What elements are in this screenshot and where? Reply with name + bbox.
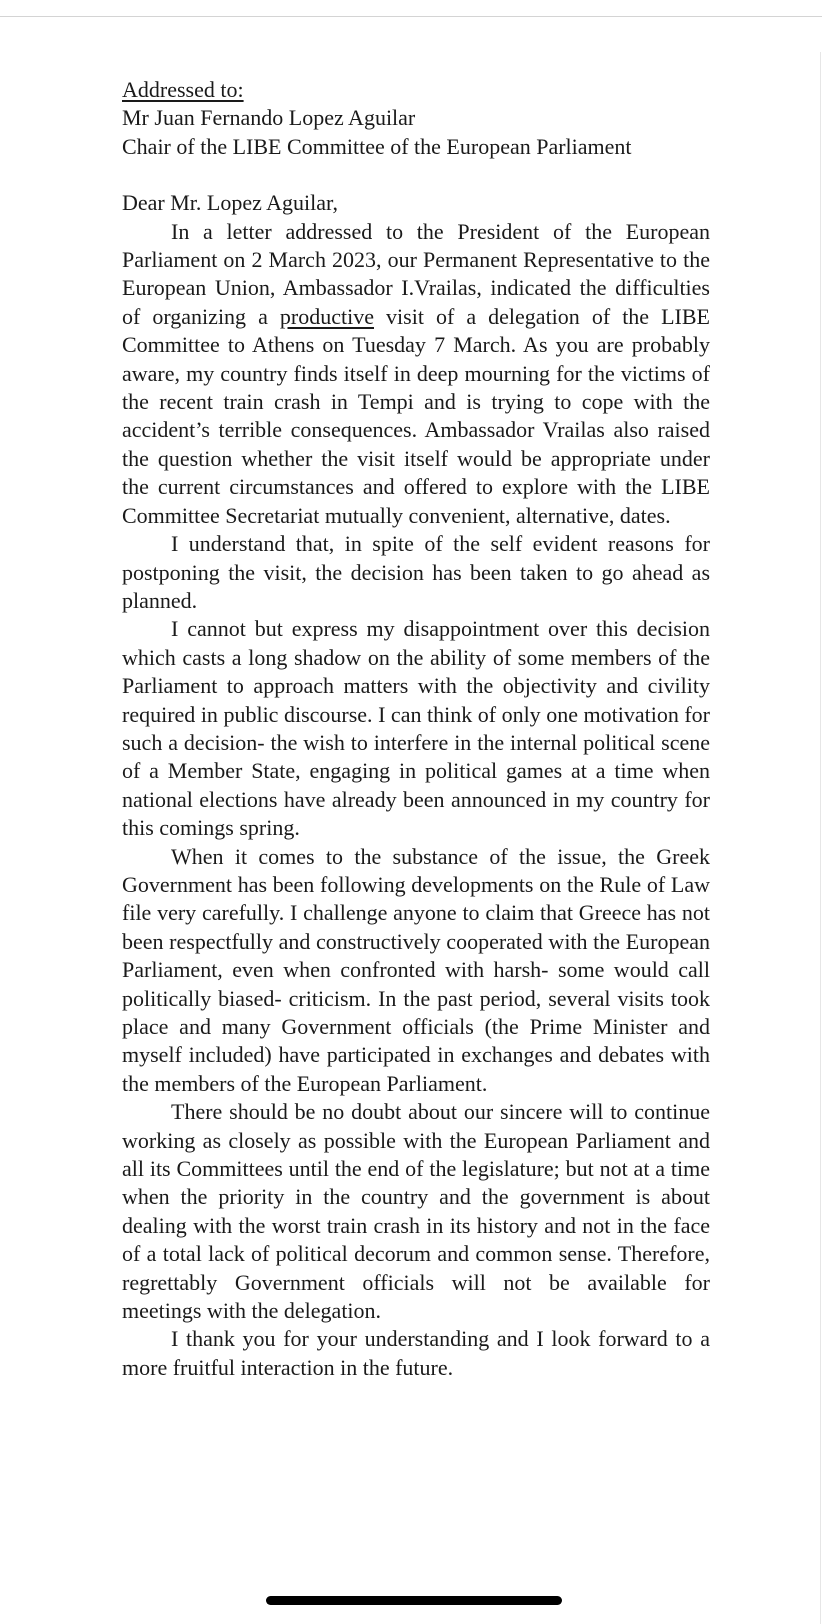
paragraph-4: When it comes to the substance of the issue, the Greek Government has been following developments on the Rule of Law file very carefully. I challenge anyone to claim that Greece has not been respectfully and constructively cooperated with the European Parliament, even when confronted with harsh- some would call politically biased- criticism. In the past period, several visits took place and many Government officials (the Prime Minister and myself included) have participated in exchanges and debates with the members of the European Parliament. [122, 843, 710, 1096]
scroll-edge [820, 52, 821, 1624]
paragraph-3: I cannot but express my disappointment over this decision which casts a long shadow on the ability of some members of the Parliament to approach matters with the objectivity and civility required in public discourse. I can think of only one motivation for such a decision- the wish to interfere in the internal political scene of a Member State, engaging in political games at a time when national elections have already been announced in my country for this comings spring. [122, 616, 710, 841]
letter-body [122, 76, 710, 1382]
home-indicator-bar[interactable] [266, 1596, 562, 1605]
paragraph-1-start: In a letter addressed to the President of the European Parliament on 2 March 2023, our Permanent Representative to the European Union, Ambassador I.Vrailas, indicated the difficulties of organizing a [122, 218, 710, 329]
addressee-name: Mr Juan Fernando Lopez Aguilar [122, 105, 416, 131]
salutation: Dear Mr. Lopez Aguilar, [122, 190, 338, 216]
paragraph-1-end: visit of a delegation of the LIBE Committee to Athens on Tuesday 7 March. As you are probably aware, my country finds itself in deep mourning for the victims of the recent train crash in Tempi and is trying to cope with the accident’s terrible consequences. Ambassador Vrailas also raised the question whether the visit itself would be appropriate under the current circumstances and offered to explore with the LIBE Committee Secretariat mutually convenient, alternative, dates. [122, 303, 710, 528]
addressee-role: Chair of the LIBE Committee of the European Parliament [122, 133, 632, 159]
paragraph-2: I understand that, in spite of the self evident reasons for postponing the visit, the decision has been taken to go ahead as planned. [122, 531, 710, 613]
addressed-to-label: Addressed to: [122, 77, 244, 102]
addressee-block [122, 76, 710, 161]
underlined-word: productive [279, 303, 374, 329]
paragraph-1 [122, 218, 710, 530]
top-divider [0, 16, 822, 17]
paragraph-6: I thank you for your understanding and I look forward to a more fruitful interaction in the future. [122, 1326, 710, 1380]
paragraph-5: There should be no doubt about our sincere will to continue working as closely as possible with the European Parliament and all its Committees until the end of the legislature; but not at a time when the priority in the country and the government is about dealing with the worst train crash in its history and not in the face of a total lack of political decorum and common sense. Therefore, regrettably Government officials will not be available for meetings with the delegation. [122, 1099, 710, 1324]
